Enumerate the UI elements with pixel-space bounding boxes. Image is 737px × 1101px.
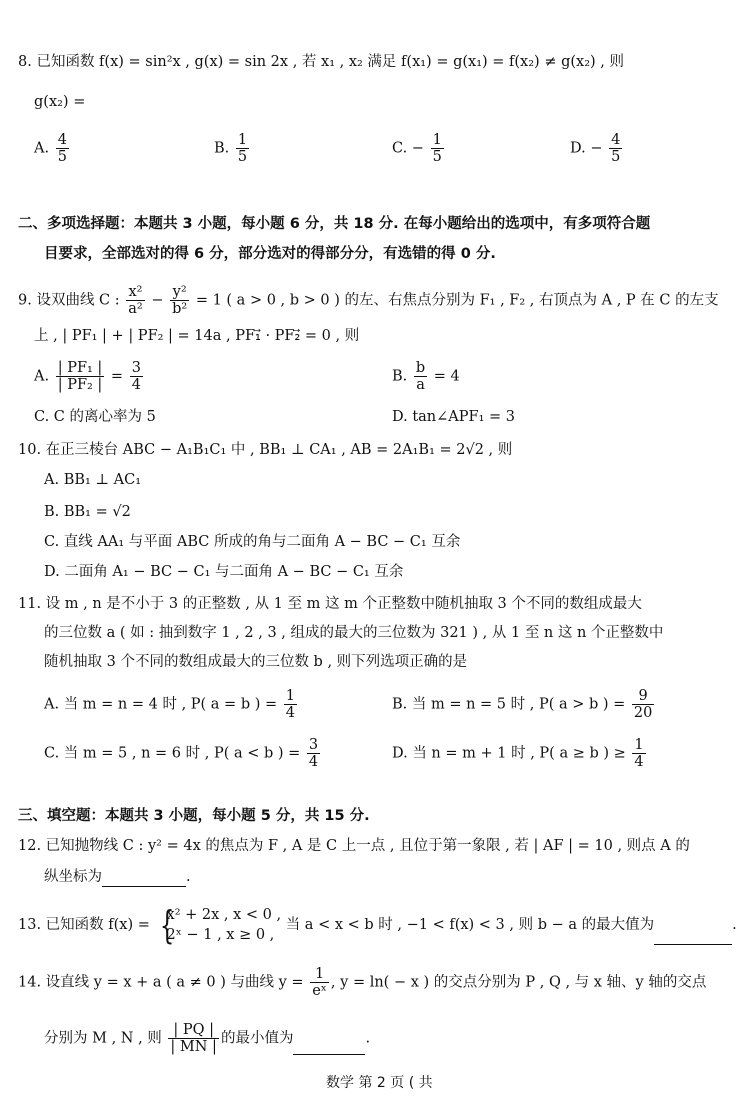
q13-answer-blank[interactable]	[654, 928, 732, 945]
q8-option-a-fraction	[56, 132, 69, 165]
q8-option-a-label: A.	[34, 140, 50, 157]
denominator: b²	[172, 301, 188, 317]
q11-option-a	[44, 688, 299, 721]
q13-end: .	[732, 917, 737, 933]
denominator: | MN |	[170, 1039, 217, 1055]
q9-option-b-fraction	[414, 360, 427, 393]
q14-pre: 14. 设直线 y = x + a ( a ≠ 0 ) 与曲线 y =	[18, 974, 304, 991]
q9-option-a-eq: =	[106, 368, 128, 385]
q10-option-c: C. 直线 AA₁ 与平面 ABC 所成的角与二面角 A − BC − C₁ 互余	[44, 534, 461, 550]
numerator: 3	[308, 737, 319, 753]
denominator: 4	[285, 705, 295, 721]
q13-case1: x² + 2x , x < 0 ,	[166, 907, 282, 923]
q11-option-a-text: A. 当 m = n = 4 时 , P( a = b ) =	[44, 696, 278, 713]
q14-answer-blank[interactable]	[293, 1038, 365, 1055]
section2-heading-line2: 目要求，全部选对的得 6 分，部分选对的得部分分，有选错的得 0 分.	[44, 246, 496, 262]
denominator: 4	[634, 754, 644, 770]
numerator: 3	[131, 360, 141, 376]
brace-icon: {	[159, 903, 174, 947]
q8-option-c-label: C. −	[392, 140, 424, 157]
numerator: y²	[172, 284, 187, 300]
q11-option-c-fraction	[307, 737, 320, 770]
q12-answer-blank[interactable]	[102, 870, 186, 887]
denominator: 5	[611, 149, 621, 165]
numerator: | PF₁ |	[57, 360, 103, 376]
q9-option-a	[34, 360, 145, 393]
q14-stem-line1	[18, 966, 706, 999]
denominator: 4	[308, 754, 319, 770]
q9-stem-post: = 1 ( a > 0 , b > 0 ) 的左、右焦点分别为 F₁ , F₂ , 右顶点为 A , P 在 C 的左支	[191, 292, 719, 309]
q12-stem-line1: 12. 已知抛物线 C : y² = 4x 的焦点为 F , A 是 C 上一点 , 且位于第一象限 , 若 | AF | = 10 , 则点 A 的	[18, 838, 690, 854]
q10-option-d: D. 二面角 A₁ − BC − C₁ 与二面角 A − BC − C₁ 互余	[44, 564, 404, 580]
numerator: 1	[634, 737, 644, 753]
q12-stem-line2-text: 纵坐标为	[44, 869, 102, 885]
q13-stem	[18, 905, 737, 945]
q14-line2-pre: 分别为 M , N , 则	[44, 1030, 162, 1047]
q13-piecewise	[155, 905, 282, 945]
q9-option-d: D. tan∠APF₁ = 3	[392, 409, 515, 425]
numerator: x²	[128, 284, 143, 300]
q8-option-d	[570, 132, 624, 165]
q9-option-a-value	[130, 360, 143, 393]
q11-option-b-fraction	[632, 688, 654, 721]
q9-option-b	[392, 360, 460, 393]
q9-minus: −	[146, 292, 169, 309]
q12-stem-line2	[44, 867, 191, 887]
q9-stem-line2: 上 , | PF₁ | + | PF₂ | = 14a , PF₁⃗ · PF₂⃗ = 0 , 则	[34, 328, 360, 344]
denominator: 5	[432, 149, 442, 165]
q11-stem-line3: 随机抽取 3 个不同的数组成最大的三位数 b , 则下列选项正确的是	[44, 654, 468, 670]
q8-option-c	[392, 132, 446, 165]
q11-option-c-text: C. 当 m = 5 , n = 6 时 , P( a < b ) =	[44, 745, 301, 762]
q11-option-c	[44, 737, 322, 770]
q11-option-b-text: B. 当 m = n = 5 时 , P( a > b ) =	[392, 696, 626, 713]
q8-option-b-fraction	[236, 132, 249, 165]
q8-option-b	[214, 132, 251, 165]
q8-option-a	[34, 132, 71, 165]
q12-end: .	[186, 869, 191, 885]
q13-pre: 13. 已知函数 f(x) =	[18, 917, 150, 933]
page-footer: 数学 第 2 页 ( 共	[326, 1075, 433, 1091]
denominator: a	[414, 376, 427, 393]
q8-stem-line2: g(x₂) =	[34, 94, 86, 110]
q14-line2-post: 的最小值为	[220, 1030, 294, 1047]
numerator: 1	[237, 132, 248, 148]
q13-case2: 2ˣ − 1 , x ≥ 0 ,	[166, 927, 275, 943]
numerator: 1	[314, 966, 325, 982]
denominator: 20	[633, 705, 653, 721]
q11-option-b	[392, 688, 656, 721]
q9-option-b-label: B.	[392, 368, 408, 385]
section3-heading: 三、填空题：本题共 3 小题，每小题 5 分，共 15 分.	[18, 808, 370, 824]
q11-stem-line1: 11. 设 m , n 是不小于 3 的正整数 , 从 1 至 m 这 m 个正整数中随机抽取 3 个不同的数组成最大	[18, 596, 642, 612]
q8-option-d-label: D. −	[570, 140, 603, 157]
denominator: | PF₂ |	[57, 377, 103, 393]
section2-heading-line1: 二、多项选择题：本题共 3 小题，每小题 6 分，共 18 分. 在每小题给出的选项中，有多项符合题	[18, 216, 651, 232]
denominator: 5	[57, 149, 67, 165]
numerator: 1	[432, 132, 442, 148]
numerator: 4	[611, 132, 621, 148]
numerator: 1	[285, 688, 295, 704]
denominator: 4	[131, 377, 141, 393]
q9-option-c: C. C 的离心率为 5	[34, 409, 156, 425]
q11-stem-line2: 的三位数 a ( 如 : 抽到数字 1 , 2 , 3 , 组成的最大的三位数为 321 ) , 从 1 至 n 这 n 个正整数中	[44, 625, 664, 641]
q8-option-b-label: B.	[214, 140, 230, 157]
q9-stem-line1	[18, 284, 719, 317]
q10-option-b: B. BB₁ = √2	[44, 504, 131, 520]
q9-option-a-fraction	[56, 360, 105, 393]
q14-ratio-fraction	[168, 1022, 219, 1055]
denominator: 5	[237, 149, 248, 165]
q14-post: , y = ln( − x ) 的交点分别为 P , Q , 与 x 轴、y 轴的交点	[330, 974, 707, 991]
q11-option-d	[392, 737, 648, 770]
q11-option-d-fraction	[632, 737, 645, 770]
numerator: | PQ |	[173, 1022, 214, 1038]
q10-option-a: A. BB₁ ⊥ AC₁	[44, 472, 142, 488]
q8-stem-line1: 8. 已知函数 f(x) = sin²x , g(x) = sin 2x , 若 x₁ , x₂ 满足 f(x₁) = g(x₁) = f(x₂) ≠ g(x₂) , 则	[18, 54, 624, 70]
q9-x-fraction	[126, 284, 144, 317]
numerator: b	[415, 360, 426, 376]
q10-stem: 10. 在正三棱台 ABC − A₁B₁C₁ 中 , BB₁ ⊥ CA₁ , AB = 2A₁B₁ = 2√2 , 则	[18, 442, 513, 458]
q14-curve-fraction	[310, 966, 329, 999]
q9-y-fraction	[170, 284, 189, 317]
q8-option-d-fraction	[609, 132, 622, 165]
q11-option-d-text: D. 当 n = m + 1 时 , P( a ≥ b ) ≥	[392, 745, 626, 762]
numerator: 9	[638, 688, 648, 704]
q11-option-a-fraction	[284, 688, 297, 721]
denominator: a²	[128, 301, 143, 317]
q9-option-b-rest: = 4	[429, 368, 460, 385]
denominator: eˣ	[312, 983, 327, 999]
q9-option-a-label: A.	[34, 368, 50, 385]
q14-end: .	[365, 1030, 371, 1047]
numerator: 4	[57, 132, 67, 148]
q9-stem-pre: 9. 设双曲线 C :	[18, 292, 120, 309]
q14-stem-line2	[44, 1022, 370, 1055]
q8-option-c-fraction	[431, 132, 444, 165]
q13-post: 当 a < x < b 时 , −1 < f(x) < 3 , 则 b − a 的最大值为	[285, 917, 655, 933]
